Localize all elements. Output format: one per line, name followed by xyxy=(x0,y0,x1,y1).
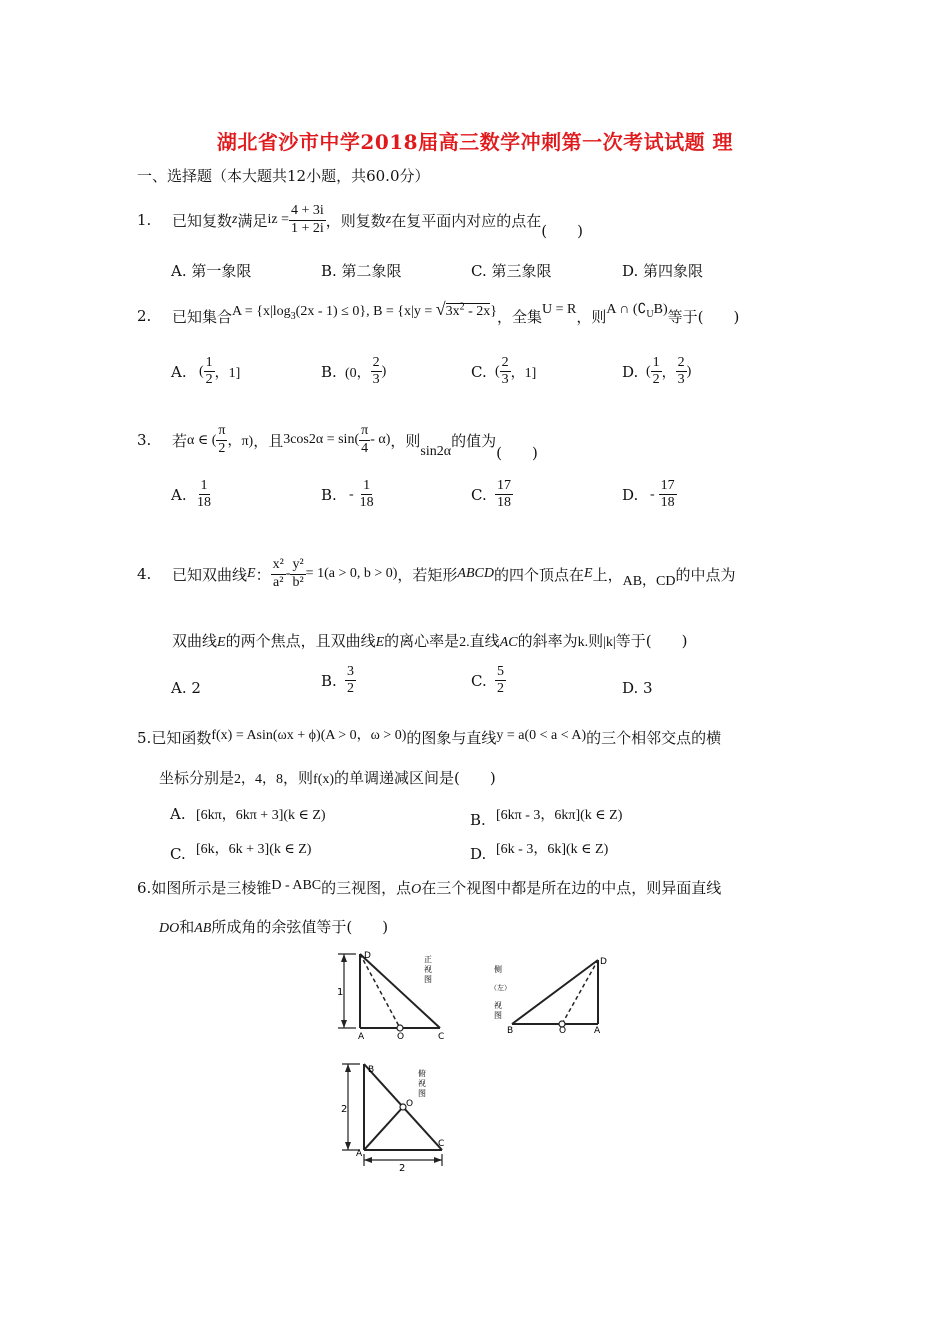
option-c: C. [6k，6k + 3](k ∈ Z) xyxy=(170,842,312,863)
question-number: 1. xyxy=(137,211,152,229)
side-dashed-do xyxy=(562,960,598,1024)
question-5-line-2: 坐标分别是2，4，8，则f(x)的单调递减区间是( ) xyxy=(159,769,496,787)
label-c: C xyxy=(438,1139,445,1149)
label-a: A xyxy=(594,1026,601,1036)
answer-paren: ( ) xyxy=(496,443,538,462)
question-number: 3. xyxy=(137,431,152,449)
question-5: 5.已知函数f(x) = Asin(ωx + ϕ)(A > 0，ω > 0)的图象与直线y = a(0 < a < A)的三个相邻交点的横 xyxy=(137,728,722,747)
view-label: 侧 xyxy=(494,965,502,974)
option-a: A. 第一象限 xyxy=(171,262,252,280)
question-number: 4. xyxy=(137,565,152,583)
svg-text:图: 图 xyxy=(418,1089,426,1098)
option-d: D. [6k - 3，6k](k ∈ Z) xyxy=(470,842,609,863)
label-a: A xyxy=(356,1149,363,1159)
side-view-figure xyxy=(490,952,615,1036)
option-b: B. $\frac{3}{2}$ xyxy=(321,664,354,697)
question-6-line-2: DO和AB所成角的余弦值等于( ) xyxy=(159,918,389,936)
expression: A ∩ $(∁_UB)$ xyxy=(606,301,668,320)
option-b: B. - $\frac{1}{18}$ xyxy=(321,478,374,511)
label-o: O xyxy=(397,1032,405,1040)
answer-paren: ( ) xyxy=(697,307,740,326)
option-a: A. 2 xyxy=(171,679,201,697)
dimension-label: 2 xyxy=(341,1104,348,1115)
label-a: A xyxy=(358,1032,365,1040)
question-number: 5. xyxy=(137,729,152,747)
fraction: $\frac{4 + 3i}{1 + 2i}$ xyxy=(290,203,324,236)
option-b: B. [6kπ - 3，6kπ](k ∈ Z) xyxy=(470,808,623,829)
option-c: C. $\frac{17}{18}$ xyxy=(471,478,511,511)
answer-paren: ( ) xyxy=(454,769,496,787)
answer-paren: ( ) xyxy=(541,221,583,240)
option-c: C. 第三象限 xyxy=(471,262,552,280)
question-6: 6.如图所示是三棱锥D - ABC的三视图，点O在三个视图中都是所在边的中点，则异面直线 xyxy=(137,878,722,897)
question-3: 3. 若 α ∈ ( $\frac{\pi}{2}$ ，π) ，且 3cos2α = sin( $\frac{\pi}{4}$ - α) ，则 sin2α 的值为 ( ) xyxy=(137,423,538,462)
option-a: A. [6kπ，6kπ + 3](k ∈ Z) xyxy=(170,805,326,823)
dimension-label: 2 xyxy=(399,1163,406,1172)
side-edge-bd xyxy=(512,960,598,1024)
option-c: C. ( $\frac{2}{3}$ ，1] xyxy=(471,355,537,388)
top-edge-ao xyxy=(364,1107,403,1150)
option-b: B. (0， $\frac{2}{3}$ ) xyxy=(321,355,387,388)
question-4-line-2: 双曲线E的两个焦点，且双曲线E的离心率是2.直线AC的斜率为k.则|k|等于( ) xyxy=(172,632,688,650)
label-b: B xyxy=(507,1026,514,1036)
view-label: 正 xyxy=(424,955,432,964)
option-d: D. ( $\frac{1}{2}$ ， $\frac{2}{3}$ ) xyxy=(622,355,692,388)
option-a: A. ( $\frac{1}{2}$ ，1] xyxy=(171,355,241,388)
option-a: A. $\frac{1}{18}$ xyxy=(171,478,211,511)
option-c: C. $\frac{5}{2}$ xyxy=(471,664,504,697)
svg-text:图: 图 xyxy=(494,1011,502,1020)
question-1: 1. 已知复数 z 满足 iz = $\frac{4 + 3i}{1 + 2i}$ ，则复数 z 在复平面内对应的点在 ( ) xyxy=(137,203,583,240)
set-a: $A = \{x|\log_3(2x - 1) \le 0\}$, $B = \{x|y = √3x^2 - 2x\}$ xyxy=(232,298,498,322)
label-b: B xyxy=(368,1065,375,1075)
label-d: D xyxy=(364,951,371,961)
answer-paren: ( ) xyxy=(645,632,688,650)
svg-text:视: 视 xyxy=(494,1001,502,1010)
point-o xyxy=(397,1025,403,1031)
front-dashed-do xyxy=(360,954,400,1028)
page-title: 湖北省沙市中学2018届高三数学冲刺第一次考试试题 理 xyxy=(216,130,734,154)
front-view-figure xyxy=(330,948,460,1040)
svg-text:图: 图 xyxy=(424,975,432,984)
dimension-label: 1 xyxy=(337,987,344,998)
top-view-figure xyxy=(334,1056,450,1172)
section-heading: 一、选择题（本大题共12小题，共60.0分） xyxy=(137,167,430,185)
option-d: D. 3 xyxy=(622,679,653,697)
view-label: 俯 xyxy=(418,1069,426,1078)
label-c: C xyxy=(438,1032,445,1040)
label-d: D xyxy=(600,957,607,967)
svg-text:视: 视 xyxy=(418,1079,426,1088)
answer-paren: ( ) xyxy=(346,918,389,936)
question-number: 2. xyxy=(137,307,152,325)
svg-text:视: 视 xyxy=(424,965,432,974)
svg-text:（左）: （左） xyxy=(490,984,511,992)
question-2: 2. 已知集合 $A = \{x|\log_3(2x - 1) \le 0\}$, $B = \{x|y = √3x^2 - 2x\}$ ，全集 U = R ，则 A ∩ $(∁_UB)$ 等于 ( ) xyxy=(137,298,740,326)
question-number: 6. xyxy=(137,879,152,897)
label-o: O xyxy=(406,1099,414,1109)
label-o: O xyxy=(559,1026,567,1036)
option-b: B. 第二象限 xyxy=(321,262,402,280)
question-4: 4. 已知双曲线 E ： $\frac{\text{x²}}{\text{a²}}$ - $\frac{\text{y²}}{\text{b²}}$ = 1(a > 0, b > 0) ，若矩形 ABCD 的四个顶点在 E 上， AB，CD 的中点为 xyxy=(137,557,736,590)
option-d: D. 第四象限 xyxy=(622,262,704,280)
option-d: D. - $\frac{17}{18}$ xyxy=(622,478,675,511)
